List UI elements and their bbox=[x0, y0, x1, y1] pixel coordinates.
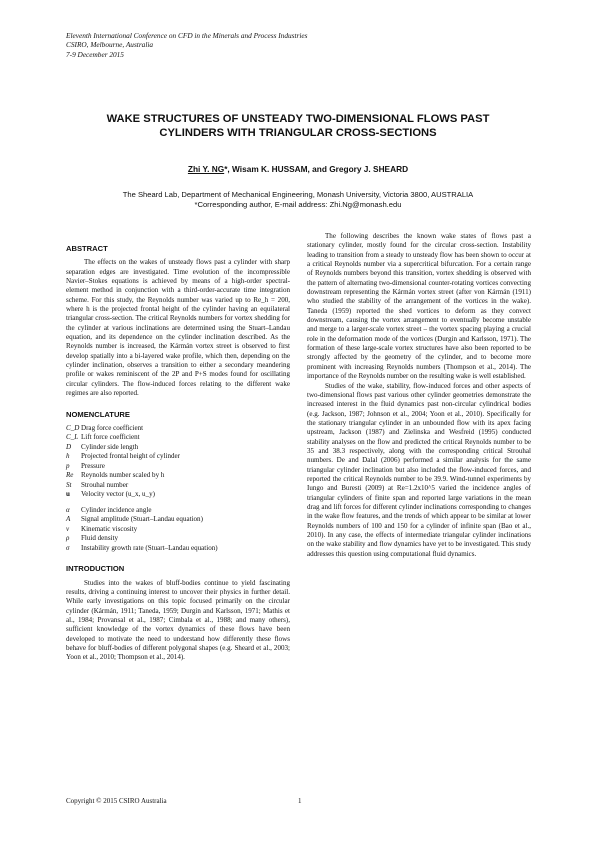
page-number: 1 bbox=[298, 797, 302, 805]
nomenclature-item: C_L Lift force coefficient bbox=[66, 433, 140, 442]
first-author: Zhi Y. NG bbox=[187, 164, 225, 174]
introduction-heading: INTRODUCTION bbox=[66, 564, 125, 574]
affiliation bbox=[60, 190, 536, 210]
corresponding-author: *Corresponding author, E-mail address: Zhi.Ng@monash.edu bbox=[194, 200, 402, 209]
left-column bbox=[66, 244, 290, 663]
right-column bbox=[307, 232, 531, 559]
nomenclature-greek-item: ρ Fluid density bbox=[66, 534, 118, 543]
conference-name: Eleventh International Conference on CFD in the Minerals and Process Industries bbox=[66, 31, 308, 40]
nomenclature-item: h Projected frontal height of cylinder bbox=[66, 452, 181, 461]
nomenclature-item: St Strouhal number bbox=[66, 480, 129, 489]
nomenclature-heading: NOMENCLATURE bbox=[66, 409, 130, 419]
introduction-paragraph-2: The following describes the known wake states of flows past a stationary cylinder, mostly found for the circular cross-section. Instability leading to transition from a steady to unsteady flow has been shown to occur at a critical Reynolds number via a supercritical bifurcation. For a certain range of Reynolds numbers beyond this transition, vortex shedding is observed with the pattern of alternating two-dimensional counter-rotating vortices convecting downstream representing the Kármán vortex street (after von Kármán (1911) who studied the stability of the arrangement of the vortices in the wake). Taneda (1959) reported the shed vortices to deform as they convect downstream, causing the vortex arrangement to eventually become unstable and merge to a larger-scale vortex street – the vortex spacing playing a crucial role in the deformation mode of the vortices (Durgin and Karlsson, 1971). The formation of these large-scale vortex structures have also been reported to be strongly affected by the geometry of the cylinder, and to become more prominent with increasing Reynolds numbers (Thompson et al., 2014). The importance of the Reynolds number on the resulting wake is well established. bbox=[307, 232, 531, 381]
title-line-1: WAKE STRUCTURES OF UNSTEADY TWO-DIMENSIONAL FLOWS PAST bbox=[106, 113, 490, 125]
nomenclature-greek-item: A Signal amplitude (Stuart–Landau equation) bbox=[66, 515, 203, 524]
nomenclature-greek-item: σ Instability growth rate (Stuart–Landau equation) bbox=[66, 543, 218, 552]
nomenclature-item: u Velocity vector (u_x, u_y) bbox=[66, 490, 155, 499]
abstract-text: The effects on the wakes of unsteady flows past a cylinder with sharp separation edges are investigated. Time evolution of the incompressible Navier–Stokes equations is achieved by means of a high-order spectral-element method in conjunction with a third-order-accurate time integration scheme. For this study, the Reynolds number was varied up to Re_h = 200, where h is the projected frontal height of the cylinder having an equilateral triangular cross-section. The critical Reynolds numbers for vortex shedding for the cylinder at various inclinations are determined using the Stuart–Landau equation, and its dependence on the cylinder inclination described. As the Reynolds number is increased, the Kármán vortex street is observed to first develop spatially into a bi-layered wake profile, which then, depending on the cylinder inclination, observes a transition to either a secondary meandering profile or wakes reminiscent of the 2P and P+S modes found for oscillating circular cylinders. The flow-induced forces relating to the different wake regimes are also reported. bbox=[66, 258, 290, 398]
paper-title bbox=[60, 112, 536, 140]
copyright-notice: Copyright © 2015 CSIRO Australia bbox=[66, 797, 167, 805]
nomenclature-item: Re Reynolds number scaled by h bbox=[66, 471, 165, 480]
abstract-heading: ABSTRACT bbox=[66, 244, 108, 253]
author-list bbox=[60, 164, 536, 174]
title-line-2: CYLINDERS WITH TRIANGULAR CROSS-SECTIONS bbox=[159, 127, 437, 139]
nomenclature-item: D Cylinder side length bbox=[66, 442, 139, 451]
nomenclature-greek-item: α Cylinder incidence angle bbox=[66, 505, 152, 514]
nomenclature-list bbox=[66, 424, 290, 554]
nomenclature-item: p Pressure bbox=[66, 461, 105, 470]
other-authors: *, Wisam K. HUSSAM, and Gregory J. SHEARD bbox=[224, 164, 409, 174]
conference-dates: 7-9 December 2015 bbox=[66, 49, 124, 59]
conference-header bbox=[66, 31, 307, 59]
nomenclature-greek-item: ν Kinematic viscosity bbox=[66, 524, 138, 533]
introduction-paragraph-1: Studies into the wakes of bluff-bodies continue to yield fascinating results, driving a continuing interest to uncover their physics in further detail. While early investigations on this topic focused primarily on the circular cylinder (Kármán, 1911; Taneda, 1959; Durgin and Karlsson, 1971; Mathis et al., 1984; Provansal et al., 1987; Cimbala et al., 1988; and many others), sufficient knowledge of the vortex dynamics of these flows have been developed to motivate the need to understand how differently these flows behave for bluff-bodies of different polygonal shapes (e.g. Sheard et al., 2003; Yoon et al., 2010; Thompson et al., 2014). bbox=[66, 578, 290, 662]
conference-venue: CSIRO, Melbourne, Australia bbox=[66, 40, 154, 50]
affiliation-line: The Sheard Lab, Department of Mechanical Engineering, Monash University, Victoria 3800, AUSTRALIA bbox=[122, 190, 474, 199]
introduction-paragraph-3: Studies of the wake, stability, flow-induced forces and other aspects of two-dimensional flows past various other cylinder geometries demonstrate the increased interest in the fluid dynamics past non-circular cylindrical bodies (e.g. Jackson, 1987; Johnson et al., 2004; Yoon et al., 2010). Specifically for the stationary triangular cylinder in an unbounded flow with its apex facing upstream, Jackson (1987) and Zielinska and Wesfreid (1995) conducted stability analyses on the flow and predicted the critical Reynolds number to be 35 and 38.3 respectively, along with the corresponding critical Strouhal numbers. De and Dalal (2006) performed a similar analysis for the same triangular cylinder inclination but also included the flow-induced forces, and reported the critical Reynolds number to be 39.9. Wind-tunnel experiments by Iungo and Buresti (2009) at Re=1.2x10^5 varied the incidence angles of triangular cylinders of finite span and reported large variations in the mean drag and lift forces for different cylinder inclinations corresponding to changes in the wake flow features, and the trends of which appear to be similar at lower Reynolds numbers of 100 and 150 for a cylinder of infinite span (Bao et al., 2010). In any case, the effects of intermediate triangular cylinder inclinations on the wake stability and flow dynamics have yet to be investigated. This study addresses this question using computational fluid dynamics. bbox=[307, 381, 531, 558]
nomenclature-item: C_D Drag force coefficient bbox=[66, 423, 144, 432]
